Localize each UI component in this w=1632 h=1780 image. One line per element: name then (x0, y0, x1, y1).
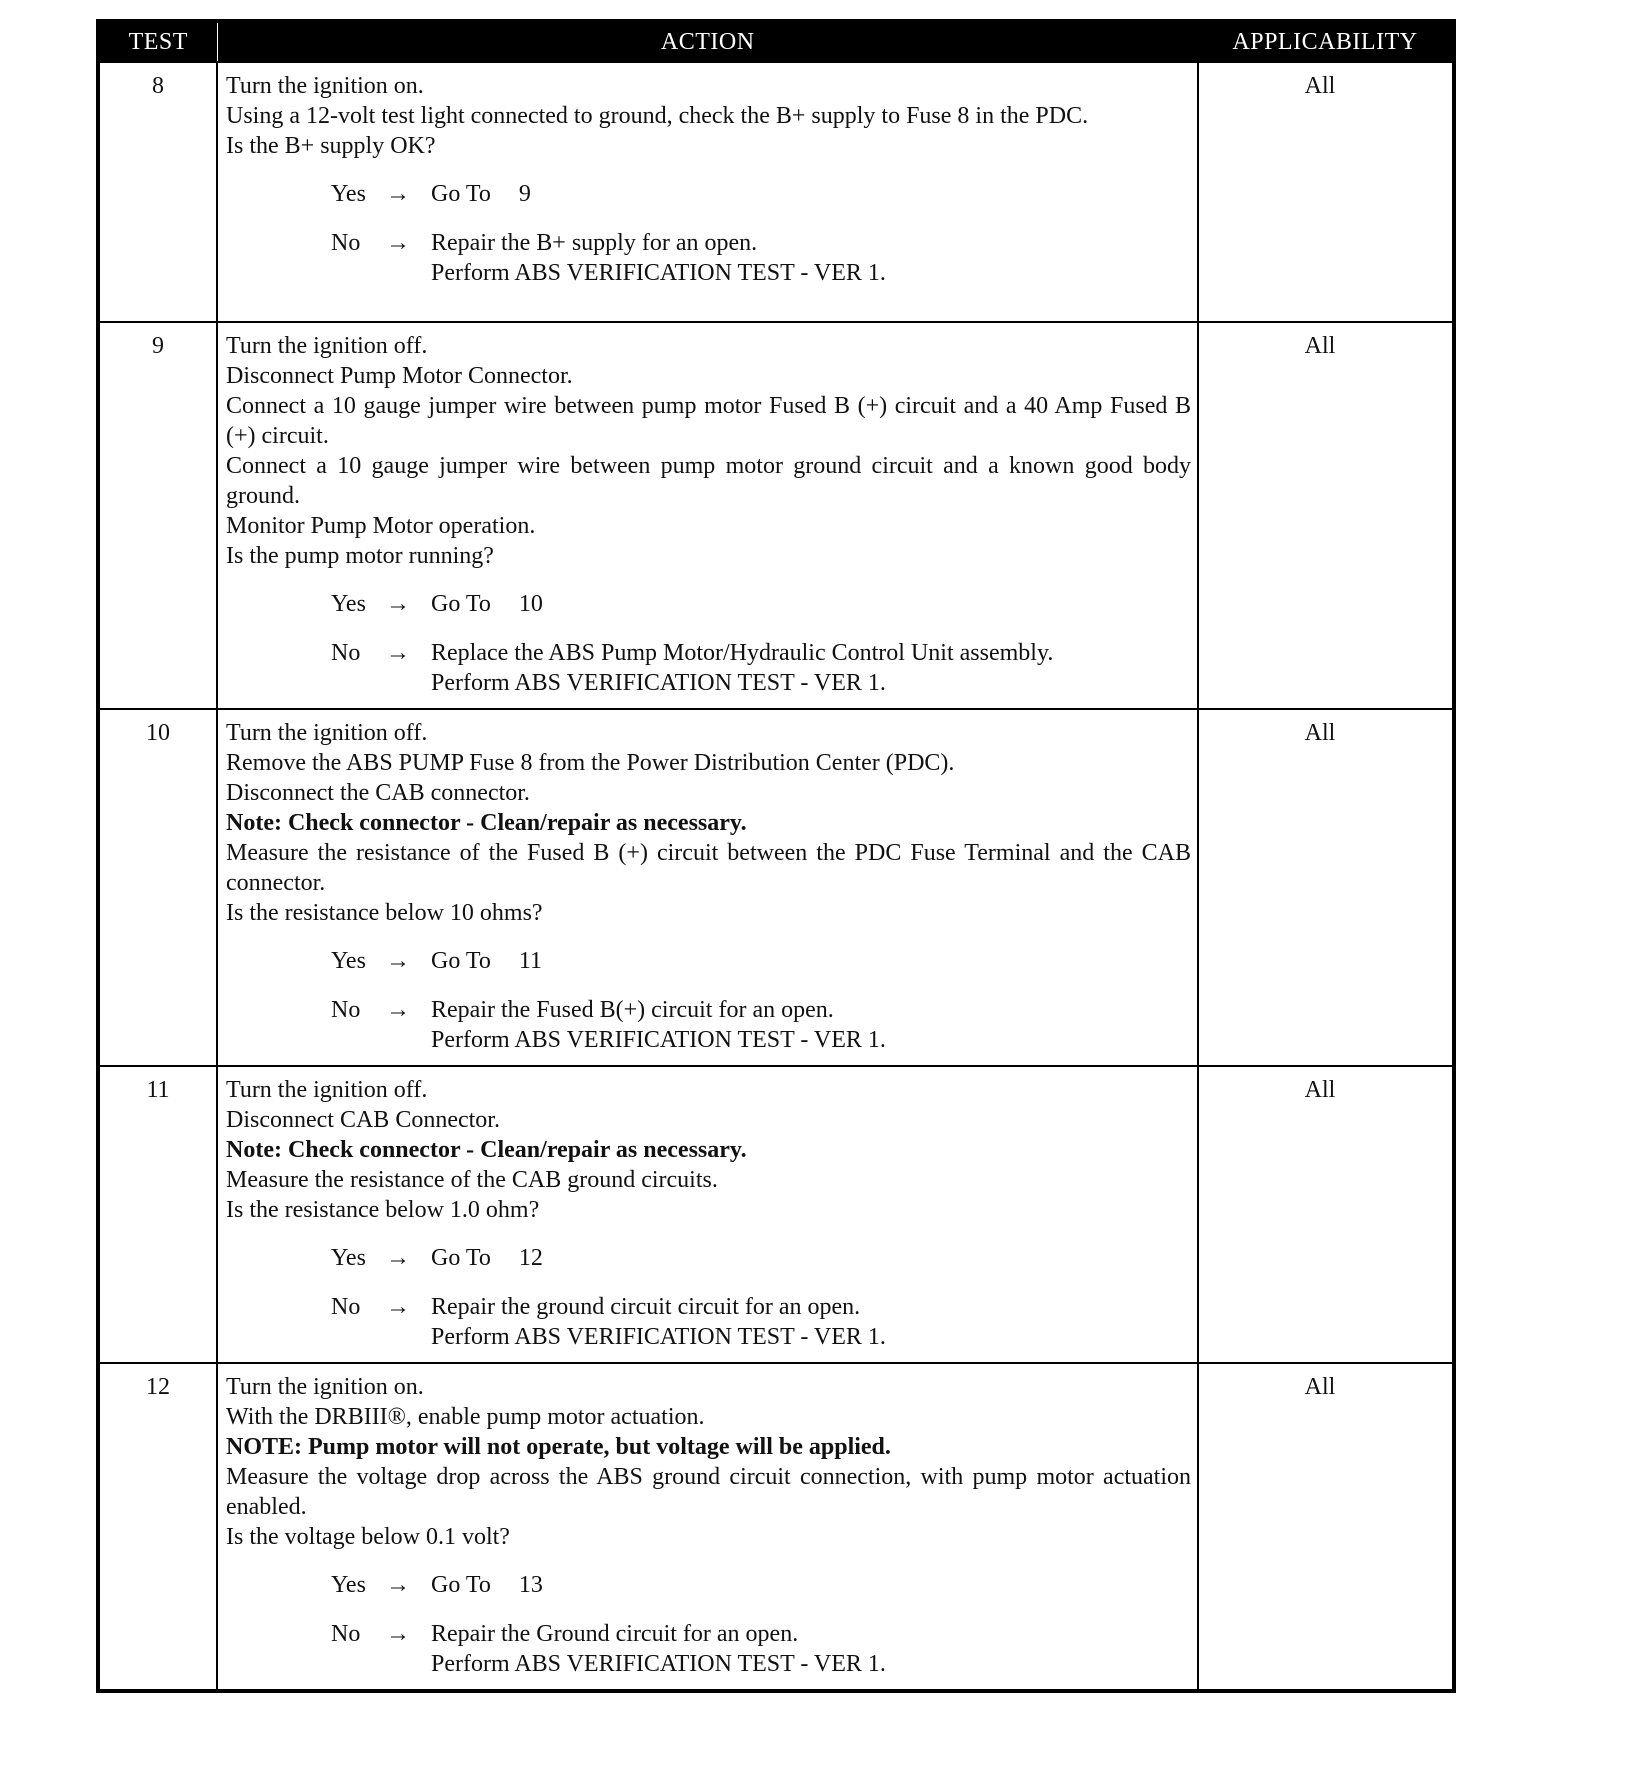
action-note: NOTE: Pump motor will not operate, but voltage will be applied. (226, 1434, 891, 1460)
no-branch-text (431, 228, 1191, 288)
action-step: Connect a 10 gauge jumper wire between pump motor ground circuit and a known good body ground. (226, 453, 1191, 509)
action-cell (217, 1363, 1198, 1691)
action-step: Measure the resistance of the Fused B (+) circuit between the PDC Fuse Terminal and the CAB connector. (226, 840, 1191, 896)
action-step: Turn the ignition off. (226, 333, 428, 359)
table-row (98, 1066, 1454, 1363)
goto-target: 9 (518, 181, 531, 207)
arrow-icon: → (386, 230, 410, 256)
no-branch (331, 228, 1191, 288)
arrow-icon: → (386, 1621, 410, 1647)
action-step: Turn the ignition on. (226, 1374, 424, 1400)
no-followup: Perform ABS VERIFICATION TEST - VER 1. (431, 670, 886, 696)
arrow-icon: → (386, 1294, 410, 1320)
action-step: Disconnect the CAB connector. (226, 780, 530, 806)
goto-label: Go To (431, 948, 491, 974)
no-followup: Perform ABS VERIFICATION TEST - VER 1. (431, 1651, 886, 1677)
action-step: Is the B+ supply OK? (226, 133, 436, 159)
goto-label: Go To (431, 1245, 491, 1271)
table-row (98, 1363, 1454, 1691)
no-label: No (331, 230, 361, 256)
no-label: No (331, 1294, 361, 1320)
action-step: Disconnect Pump Motor Connector. (226, 363, 573, 389)
no-branch (331, 1619, 1191, 1679)
diagnostic-test-table (96, 19, 1456, 1693)
header-applicability: APPLICABILITY (1198, 21, 1454, 62)
yes-label: Yes (331, 1572, 366, 1598)
yes-label: Yes (331, 948, 366, 974)
action-step: Disconnect CAB Connector. (226, 1107, 500, 1133)
no-action: Replace the ABS Pump Motor/Hydraulic Control Unit assembly. (431, 640, 1054, 666)
applicability-value: All (1198, 1363, 1454, 1691)
action-cell (217, 709, 1198, 1066)
test-number: 8 (98, 62, 217, 322)
yes-branch (331, 179, 1191, 209)
arrow-icon: → (386, 1245, 410, 1271)
no-label: No (331, 640, 361, 666)
no-action: Repair the B+ supply for an open. (431, 230, 758, 256)
table-row (98, 322, 1454, 709)
test-number: 10 (98, 709, 217, 1066)
no-branch (331, 1292, 1191, 1352)
arrow-icon: → (386, 591, 410, 617)
no-label: No (331, 1621, 361, 1647)
action-step: Turn the ignition off. (226, 720, 428, 746)
action-step: Monitor Pump Motor operation. (226, 513, 536, 539)
action-step: Turn the ignition on. (226, 73, 424, 99)
goto-target: 10 (518, 591, 543, 617)
yes-label: Yes (331, 591, 366, 617)
yes-branch (331, 946, 1191, 976)
no-branch-text (431, 1619, 1191, 1679)
table-row (98, 709, 1454, 1066)
action-step: Connect a 10 gauge jumper wire between pump motor Fused B (+) circuit and a 40 Amp Fused B (+) circuit. (226, 393, 1191, 449)
applicability-value: All (1198, 709, 1454, 1066)
yes-branch (331, 589, 1191, 619)
no-branch-text (431, 995, 1191, 1055)
applicability-value: All (1198, 322, 1454, 709)
action-step: Remove the ABS PUMP Fuse 8 from the Power Distribution Center (PDC). (226, 750, 955, 776)
goto-target: 11 (518, 948, 542, 974)
action-step: Is the resistance below 1.0 ohm? (226, 1197, 540, 1223)
action-step: Is the pump motor running? (226, 543, 494, 569)
goto-label: Go To (431, 591, 491, 617)
applicability-value: All (1198, 1066, 1454, 1363)
yes-label: Yes (331, 181, 366, 207)
arrow-icon: → (386, 640, 410, 666)
action-note: Note: Check connector - Clean/repair as necessary. (226, 1137, 747, 1163)
applicability-value: All (1198, 62, 1454, 322)
action-step: Is the resistance below 10 ohms? (226, 900, 543, 926)
action-step: With the DRBIII®, enable pump motor actuation. (226, 1404, 705, 1430)
no-branch (331, 995, 1191, 1055)
table-row (98, 62, 1454, 322)
action-note: Note: Check connector - Clean/repair as necessary. (226, 810, 747, 836)
no-action: Repair the Ground circuit for an open. (431, 1621, 799, 1647)
table-header-row (98, 21, 1454, 62)
goto-target: 12 (518, 1245, 543, 1271)
arrow-icon: → (386, 181, 410, 207)
action-cell (217, 322, 1198, 709)
test-number: 11 (98, 1066, 217, 1363)
arrow-icon: → (386, 997, 410, 1023)
no-label: No (331, 997, 361, 1023)
no-action: Repair the Fused B(+) circuit for an open. (431, 997, 834, 1023)
arrow-icon: → (386, 948, 410, 974)
action-cell (217, 1066, 1198, 1363)
yes-branch (331, 1243, 1191, 1273)
yes-branch (331, 1570, 1191, 1600)
test-number: 12 (98, 1363, 217, 1691)
header-action: ACTION (217, 21, 1198, 62)
action-step: Using a 12-volt test light connected to ground, check the B+ supply to Fuse 8 in the PDC. (226, 103, 1089, 129)
no-followup: Perform ABS VERIFICATION TEST - VER 1. (431, 1027, 886, 1053)
no-branch-text (431, 638, 1191, 698)
yes-label: Yes (331, 1245, 366, 1271)
test-number: 9 (98, 322, 217, 709)
goto-target: 13 (518, 1572, 543, 1598)
arrow-icon: → (386, 1572, 410, 1598)
action-step: Measure the voltage drop across the ABS ground circuit connection, with pump motor actuation enabled. (226, 1464, 1191, 1520)
no-followup: Perform ABS VERIFICATION TEST - VER 1. (431, 260, 886, 286)
no-followup: Perform ABS VERIFICATION TEST - VER 1. (431, 1324, 886, 1350)
no-action: Repair the ground circuit circuit for an open. (431, 1294, 861, 1320)
no-branch-text (431, 1292, 1191, 1352)
action-cell (217, 62, 1198, 322)
action-step: Is the voltage below 0.1 volt? (226, 1524, 510, 1550)
header-test: TEST (98, 21, 217, 62)
goto-label: Go To (431, 1572, 491, 1598)
no-branch (331, 638, 1191, 698)
goto-label: Go To (431, 181, 491, 207)
action-step: Measure the resistance of the CAB ground circuits. (226, 1167, 718, 1193)
action-step: Turn the ignition off. (226, 1077, 428, 1103)
